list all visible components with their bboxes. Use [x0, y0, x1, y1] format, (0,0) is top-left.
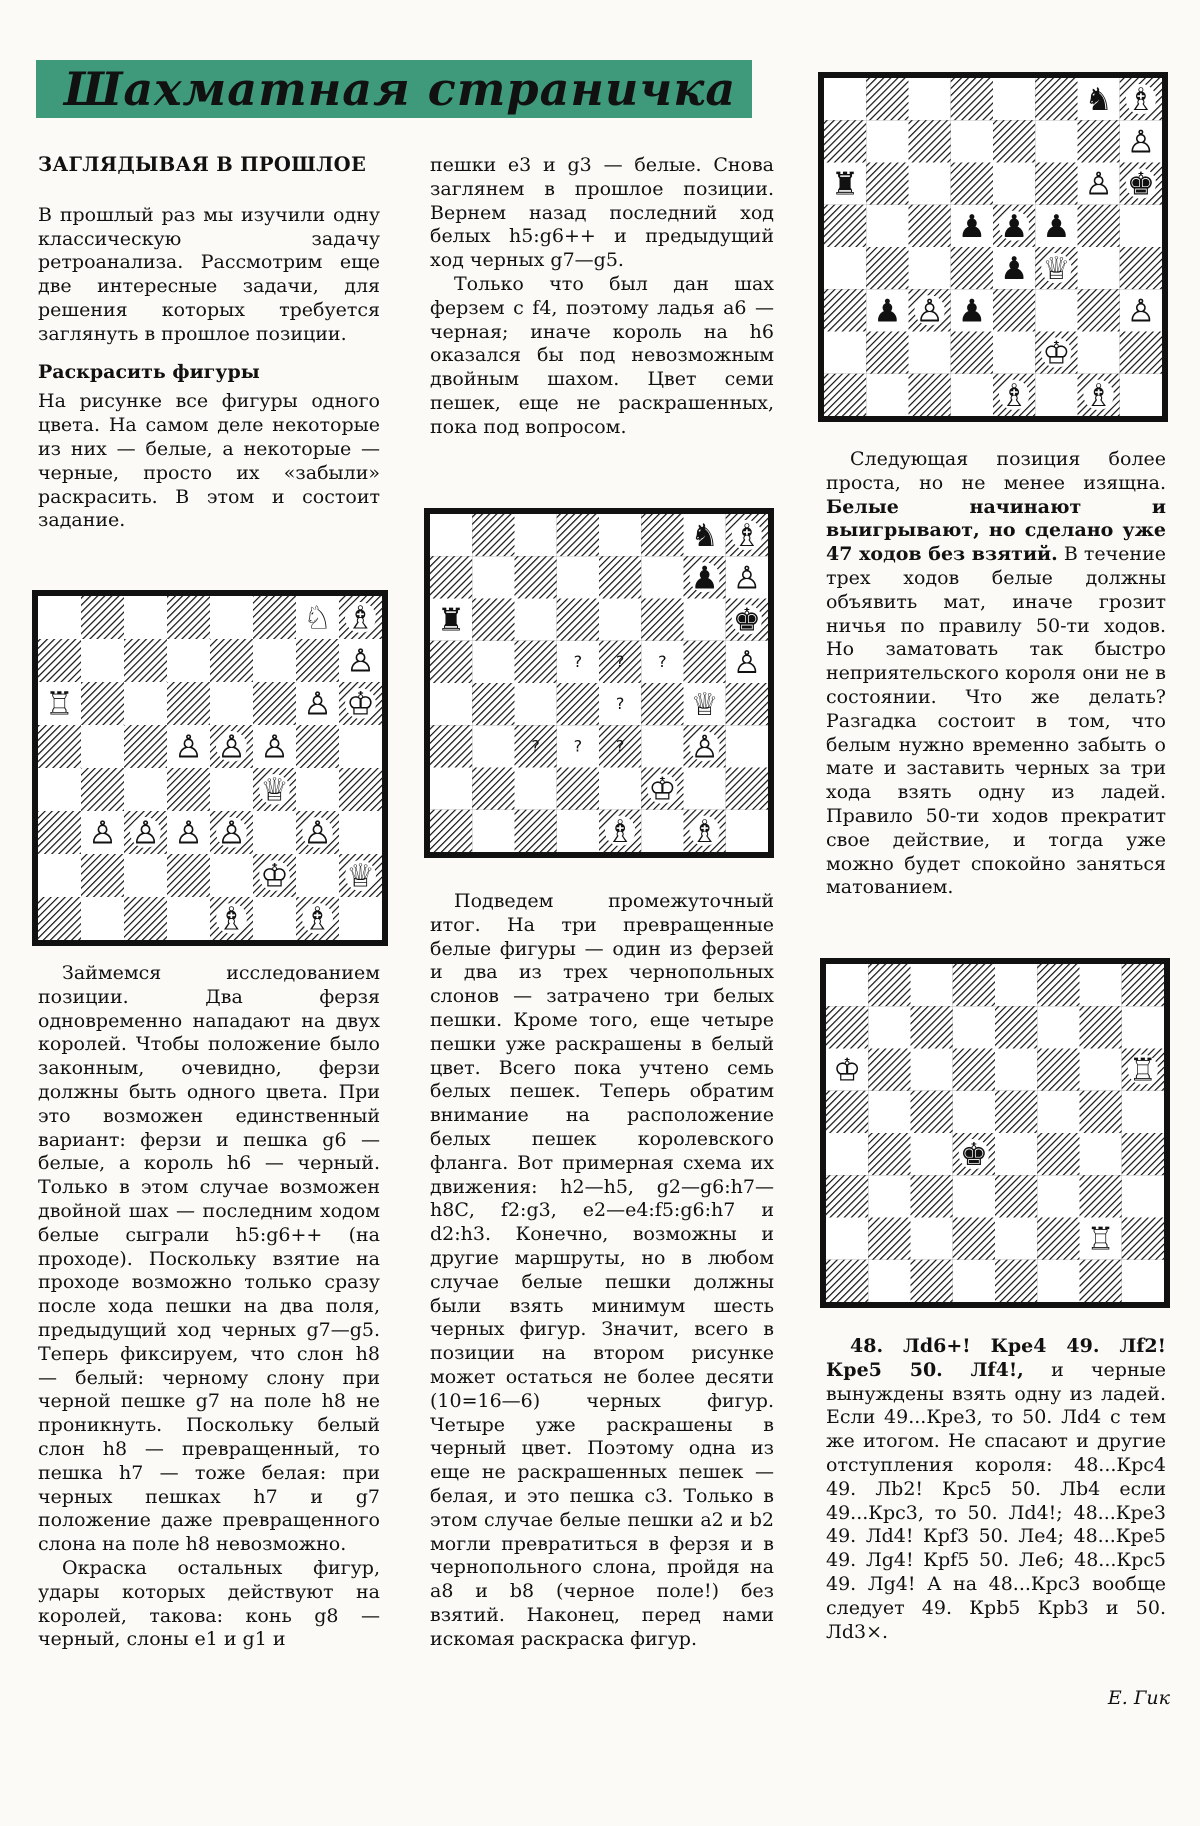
black-pawn-icon: ♟ [957, 208, 986, 245]
square-a1 [430, 810, 472, 852]
square-h2 [726, 768, 768, 810]
square-a4 [824, 247, 866, 289]
white-rook-icon: ♖ [1086, 1221, 1115, 1258]
white-rook-icon: ♖ [45, 684, 74, 723]
column-2-bottom [430, 890, 774, 1652]
square-b2 [472, 768, 514, 810]
column-2-top [430, 154, 774, 440]
board2-svg [424, 508, 774, 858]
square-b6 [81, 682, 124, 725]
square-d2 [557, 768, 599, 810]
square-h2 [1120, 332, 1162, 374]
square-h4 [1120, 247, 1162, 289]
square-c2 [909, 332, 951, 374]
white-bishop-icon: ♗ [732, 518, 761, 555]
unknown-piece-d5: ? [573, 651, 583, 671]
square-b5 [81, 725, 124, 768]
white-queen-icon: ♕ [1042, 251, 1071, 288]
square-a8 [824, 78, 866, 120]
square-c2 [515, 768, 557, 810]
author-signature: Е. Гик [1107, 1687, 1170, 1709]
white-bishop-icon: ♗ [346, 598, 375, 637]
square-a8 [826, 964, 868, 1006]
black-rook-icon: ♜ [831, 166, 860, 203]
square-d6 [951, 163, 993, 205]
square-c6 [124, 682, 167, 725]
chess-board-2 [424, 508, 774, 858]
square-f7 [253, 639, 296, 682]
square-f8 [1035, 78, 1077, 120]
white-queen-icon: ♕ [260, 770, 289, 809]
square-a3 [826, 1175, 868, 1217]
square-a3 [824, 289, 866, 331]
black-king-icon: ♚ [1126, 166, 1155, 203]
square-b1 [866, 374, 908, 416]
square-a5 [38, 725, 81, 768]
square-a4 [826, 1133, 868, 1175]
square-c8 [515, 514, 557, 556]
square-h3 [1122, 1175, 1164, 1217]
square-d1 [953, 1260, 995, 1302]
board1-svg [32, 590, 388, 946]
square-f7 [641, 556, 683, 598]
square-g5 [296, 725, 339, 768]
white-pawn-icon: ♙ [260, 727, 289, 766]
square-f8 [641, 514, 683, 556]
square-a2 [824, 332, 866, 374]
white-queen-icon: ♕ [346, 856, 375, 895]
black-pawn-icon: ♟ [873, 293, 902, 330]
square-e7 [599, 556, 641, 598]
square-h4 [1122, 1133, 1164, 1175]
square-h5 [1122, 1091, 1164, 1133]
square-e2 [995, 1218, 1037, 1260]
square-g2 [296, 854, 339, 897]
square-d7 [557, 556, 599, 598]
square-h1 [726, 810, 768, 852]
white-pawn-icon: ♙ [915, 293, 944, 330]
square-b2 [866, 332, 908, 374]
square-d7 [953, 1006, 995, 1048]
square-f6 [1035, 163, 1077, 205]
square-h7 [1122, 1006, 1164, 1048]
square-f5 [1037, 1091, 1079, 1133]
square-b3 [472, 725, 514, 767]
black-knight-icon: ♞ [1084, 82, 1113, 119]
white-king-icon: ♔ [346, 684, 375, 723]
square-c7 [911, 1006, 953, 1048]
square-f6 [253, 682, 296, 725]
square-d6 [167, 682, 210, 725]
square-a7 [824, 120, 866, 162]
square-g5 [1078, 205, 1120, 247]
square-e6 [599, 599, 641, 641]
white-bishop-icon: ♗ [1084, 377, 1113, 414]
square-b1 [472, 810, 514, 852]
square-g5 [684, 641, 726, 683]
intro-paragraph: В прошлый раз мы изучили одну классическую задачу ретроанализа. Рассмотрим еще две интересные задачи, для решения которых требуется заглянуть в прошлое позиции. [38, 203, 380, 345]
white-pawn-icon: ♙ [217, 727, 246, 766]
black-king-icon: ♚ [732, 602, 761, 639]
black-pawn-icon: ♟ [1042, 208, 1071, 245]
square-d4 [167, 768, 210, 811]
white-pawn-icon: ♙ [346, 641, 375, 680]
square-e7 [210, 639, 253, 682]
square-a2 [38, 854, 81, 897]
black-pawn-icon: ♟ [1000, 208, 1029, 245]
section-banner [36, 60, 752, 118]
square-e8 [599, 514, 641, 556]
square-b4 [866, 247, 908, 289]
square-e7 [993, 120, 1035, 162]
black-rook-icon: ♜ [437, 602, 466, 639]
square-b8 [472, 514, 514, 556]
chess-board-3 [818, 72, 1168, 422]
square-f2 [1037, 1218, 1079, 1260]
white-pawn-icon: ♙ [303, 684, 332, 723]
square-a5 [824, 205, 866, 247]
black-king-icon: ♚ [959, 1137, 988, 1174]
square-c2 [911, 1218, 953, 1260]
section-title: Раскрасить фигуры [38, 360, 260, 383]
white-pawn-icon: ♙ [217, 813, 246, 852]
square-b5 [866, 205, 908, 247]
square-b4 [81, 768, 124, 811]
column-3-bottom [826, 1335, 1166, 1644]
square-d8 [953, 964, 995, 1006]
square-e2 [599, 768, 641, 810]
square-d7 [167, 639, 210, 682]
white-king-icon: ♔ [260, 856, 289, 895]
square-h5 [1120, 205, 1162, 247]
square-c4 [515, 683, 557, 725]
square-f3 [641, 725, 683, 767]
square-a5 [826, 1091, 868, 1133]
square-e8 [995, 964, 1037, 1006]
board3-svg [818, 72, 1168, 422]
white-pawn-icon: ♙ [88, 813, 117, 852]
white-bishop-icon: ♗ [217, 899, 246, 938]
column-1-top [38, 153, 380, 533]
white-rook-icon: ♖ [1128, 1052, 1157, 1089]
rook-paragraph: Только что был дан шах ферзем с f4, поэтому ладья a6 — черная; иначе король на h6 оказался бы под невозможным двойным шахом. Цвет семи пешек, еще не раскрашенных, пока под вопросом. [430, 272, 774, 438]
black-pawn-icon: ♟ [690, 560, 719, 597]
white-pawn-icon: ♙ [1084, 166, 1113, 203]
square-g2 [1078, 332, 1120, 374]
white-bishop-icon: ♗ [1000, 377, 1029, 414]
square-b7 [866, 120, 908, 162]
square-c4 [909, 247, 951, 289]
white-queen-icon: ♕ [690, 687, 719, 724]
square-f8 [253, 596, 296, 639]
square-f3 [253, 811, 296, 854]
white-pawn-icon: ♙ [303, 813, 332, 852]
square-e7 [995, 1006, 1037, 1048]
chess-board-4 [820, 958, 1170, 1308]
banner-title: Шахматная страничка [64, 62, 737, 116]
square-g8 [1080, 964, 1122, 1006]
square-h2 [1122, 1218, 1164, 1260]
square-f6 [641, 599, 683, 641]
square-e2 [210, 854, 253, 897]
square-c6 [911, 1049, 953, 1091]
square-f1 [1035, 374, 1077, 416]
square-g3 [1080, 1175, 1122, 1217]
square-g7 [1078, 120, 1120, 162]
square-d5 [953, 1091, 995, 1133]
square-c1 [911, 1260, 953, 1302]
square-c7 [515, 556, 557, 598]
square-a5 [430, 641, 472, 683]
unknown-piece-e3: ? [615, 736, 625, 756]
black-knight-icon: ♞ [690, 518, 719, 555]
square-b8 [868, 964, 910, 1006]
square-b6 [472, 599, 514, 641]
white-pawn-icon: ♙ [174, 727, 203, 766]
square-g2 [684, 768, 726, 810]
white-knight-icon: ♘ [303, 598, 332, 637]
board4-svg [820, 958, 1170, 1308]
square-a4 [38, 768, 81, 811]
square-h5 [339, 725, 382, 768]
white-bishop-icon: ♗ [690, 813, 719, 850]
square-e5 [995, 1091, 1037, 1133]
article-heading: ЗАГЛЯДЫВАЯ В ПРОШЛОЕ [38, 153, 367, 176]
square-d2 [951, 332, 993, 374]
square-f7 [1035, 120, 1077, 162]
square-a1 [38, 897, 81, 940]
problem-statement: Белые начинают и выигрывают, но сделано уже 47 ходов без взятий. [826, 495, 1166, 566]
square-b2 [81, 854, 124, 897]
white-pawn-icon: ♙ [1126, 293, 1155, 330]
square-e6 [993, 163, 1035, 205]
square-h1 [1122, 1260, 1164, 1302]
square-a7 [430, 556, 472, 598]
square-c7 [909, 120, 951, 162]
unknown-piece-e5: ? [615, 651, 625, 671]
square-c8 [909, 78, 951, 120]
square-b4 [472, 683, 514, 725]
square-a7 [38, 639, 81, 682]
square-g3 [1078, 289, 1120, 331]
square-d6 [953, 1049, 995, 1091]
square-f4 [641, 683, 683, 725]
square-c5 [909, 205, 951, 247]
square-d3 [953, 1175, 995, 1217]
square-c8 [911, 964, 953, 1006]
analysis-paragraph: Займемся исследованием позиции. Два ферзя одновременно нападают на двух королей. Чтобы положение было законным, очевидно, ферзи должны быть одного цвета. При это возможен единственный вариант: ферзи и пешка g6 — белые, а король h6 — черный. Только в этом случае возможен двойной шах — последним ходом белые сыграли h5:g6++ (на проходе). Поскольку взятие на проходе возможно только сразу после хода пешки на два поля, предыдущий ход черных g7—g5. Теперь фиксируем, что слон h8 — белый: черному слону при черной пешке g7 на поле h8 не проникнуть. Поскольку белый слон h8 — превращенный, то пешка h7 — тоже белая: при черных пешках h7 и g7 положение даже превращенного слона на поле h8 невозможно. [38, 962, 380, 1556]
column-3-top [826, 448, 1166, 900]
square-f1 [641, 810, 683, 852]
square-b1 [81, 897, 124, 940]
square-g7 [1080, 1006, 1122, 1048]
square-d2 [953, 1218, 995, 1260]
square-f1 [253, 897, 296, 940]
white-king-icon: ♔ [833, 1052, 862, 1089]
black-pawn-icon: ♟ [957, 293, 986, 330]
white-bishop-icon: ♗ [1126, 82, 1155, 119]
square-b5 [472, 641, 514, 683]
square-g5 [1080, 1091, 1122, 1133]
square-d1 [951, 374, 993, 416]
square-b8 [866, 78, 908, 120]
square-f6 [1037, 1049, 1079, 1091]
square-c6 [909, 163, 951, 205]
square-d1 [557, 810, 599, 852]
square-d4 [951, 247, 993, 289]
white-pawn-icon: ♙ [1126, 124, 1155, 161]
solution-moves: 48. Лd6+! Кpe4 49. Лf2! Кpe5 50. Лf4!, [826, 1335, 1166, 1381]
white-pawn-icon: ♙ [690, 729, 719, 766]
square-g6 [684, 599, 726, 641]
square-b8 [81, 596, 124, 639]
square-a1 [824, 374, 866, 416]
square-b4 [868, 1133, 910, 1175]
square-c1 [515, 810, 557, 852]
square-c4 [124, 768, 167, 811]
square-a3 [38, 811, 81, 854]
summary-paragraph: Подведем промежуточный итог. На три превращенные белые фигуры — один из ферзей и два из трех чернопольных слонов — затрачено три белых пешки. Кроме того, еще четыре пешки уже раскрашены в белый цвет. Всего пока учтено семь белых пешек. Теперь обратим внимание на расположение белых пешек королевского фланга. Вот примерная схема их движения: h2—h5, g2—g6:h7—h8С, f2:g3, e2—e4:f5:g6:h7 и d2:h3. Конечно, возможны и другие маршруты, но в любом случае белые пешки должны были взять минимум шесть черных фигур. Значит, всего в позиции на втором рисунке может остаться не более десяти (10=16—6) черных фигур. Четыре уже раскрашены в черный цвет. Поэтому одна из еще не раскрашенных пешек — белая, и это пешка c3. Только в этом случае белые пешки a2 и b2 могли превратиться в ферзя и в чернопольного слона, пройдя на a8 и b8 (черное поле!) без взятий. Наконец, перед нами искомая раскраска фигур. [430, 890, 774, 1650]
square-g1 [1080, 1260, 1122, 1302]
white-pawn-icon: ♙ [732, 560, 761, 597]
square-e8 [993, 78, 1035, 120]
square-a2 [826, 1218, 868, 1260]
square-d6 [557, 599, 599, 641]
square-c5 [911, 1091, 953, 1133]
square-e3 [993, 289, 1035, 331]
square-c5 [124, 725, 167, 768]
square-b7 [81, 639, 124, 682]
square-g4 [1080, 1133, 1122, 1175]
square-c2 [124, 854, 167, 897]
square-a3 [430, 725, 472, 767]
square-d7 [951, 120, 993, 162]
unknown-piece-c3: ? [531, 736, 540, 756]
square-b5 [868, 1091, 910, 1133]
column-1-bottom [38, 962, 380, 1652]
square-c7 [124, 639, 167, 682]
black-pawn-icon: ♟ [1000, 251, 1029, 288]
continuation-paragraph: пешки e3 и g3 — белые. Снова заглянем в прошлое позиции. Вернем назад последний ход белых h5:g6++ и предыдущий ход черных g7—g5. [430, 154, 774, 272]
unknown-piece-f5: ? [658, 651, 667, 671]
white-bishop-icon: ♗ [303, 899, 332, 938]
unknown-piece-d3: ? [573, 736, 583, 756]
square-g6 [1080, 1049, 1122, 1091]
square-e6 [995, 1049, 1037, 1091]
square-f1 [1037, 1260, 1079, 1302]
square-e4 [995, 1133, 1037, 1175]
square-a4 [430, 683, 472, 725]
square-b3 [868, 1175, 910, 1217]
analysis-paragraph-2: Окраска остальных фигур, удары которых действуют на королей, такова: конь g8 — черный, слоны e1 и g1 и [38, 1556, 380, 1651]
white-bishop-icon: ♗ [606, 813, 635, 850]
square-e6 [210, 682, 253, 725]
square-d8 [951, 78, 993, 120]
square-a7 [826, 1006, 868, 1048]
second-problem-paragraph: Следующая позиция более проста, но не менее изящна. Белые начинают и выигрывают, но сделано уже 47 ходов без взятий. В течение трех ходов белые должны объявить мат, иначе грозит ничья по правилу 50-ти ходов. Но заматовать так быстро неприятельского короля они не в состоянии. Что же делать? Разгадка состоит в том, что белым нужно временно забыть о мате и заставить черных за три хода взять одну из ладей. Правило 50-ти ходов прекратит свое действие, и тогда уже можно будет спокойно заняться матованием. [826, 448, 1166, 899]
square-f3 [1037, 1175, 1079, 1217]
white-pawn-icon: ♙ [174, 813, 203, 852]
square-c1 [124, 897, 167, 940]
white-king-icon: ♔ [648, 771, 677, 808]
square-h1 [339, 897, 382, 940]
solution-paragraph: 48. Лd6+! Кpe4 49. Лf2! Кpe5 50. Лf4!, и черные вынуждены взять одну из ладей. Если 49...Кpe3, то 50. Лd4 с тем же итогом. Не спасают и другие отступления короля: 48...Кpc4 49. Лb2! Кpc5 50. Лb4 если 49...Кpc3, то 50. Лd4!; 48...Кpe3 49. Лd4! Кpf3 50. Лe4; 48...Кpe5 49. Лg4! Кpf5 50. Лe6; 48...Кpc5 49. Лg4! А на 48...Кpc3 вообще следует 49. Кpb5 Кpb3 и 50. Лd3×. [826, 1335, 1166, 1643]
square-b6 [866, 163, 908, 205]
square-d8 [557, 514, 599, 556]
square-d4 [557, 683, 599, 725]
square-h1 [1120, 374, 1162, 416]
square-c8 [124, 596, 167, 639]
square-d1 [167, 897, 210, 940]
chess-board-1 [32, 590, 388, 946]
square-c4 [911, 1133, 953, 1175]
square-h4 [726, 683, 768, 725]
square-e1 [995, 1260, 1037, 1302]
square-a8 [38, 596, 81, 639]
square-h8 [1122, 964, 1164, 1006]
square-a1 [826, 1260, 868, 1302]
square-c1 [909, 374, 951, 416]
square-g7 [296, 639, 339, 682]
square-e8 [210, 596, 253, 639]
square-f3 [1035, 289, 1077, 331]
square-a2 [430, 768, 472, 810]
square-e3 [995, 1175, 1037, 1217]
square-c6 [515, 599, 557, 641]
square-b7 [868, 1006, 910, 1048]
square-f7 [1037, 1006, 1079, 1048]
square-h4 [339, 768, 382, 811]
square-g4 [1078, 247, 1120, 289]
square-b7 [472, 556, 514, 598]
square-a8 [430, 514, 472, 556]
square-g4 [296, 768, 339, 811]
square-c5 [515, 641, 557, 683]
square-d8 [167, 596, 210, 639]
task-paragraph: На рисунке все фигуры одного цвета. На самом деле некоторые из них — белые, а некоторые — черные, просто их «забыли» раскрасить. В этом и состоит задание. [38, 390, 380, 532]
square-f4 [1037, 1133, 1079, 1175]
white-king-icon: ♔ [1042, 335, 1071, 372]
square-b1 [868, 1260, 910, 1302]
square-e2 [993, 332, 1035, 374]
white-pawn-icon: ♙ [732, 644, 761, 681]
square-b2 [868, 1218, 910, 1260]
square-h3 [339, 811, 382, 854]
square-e4 [210, 768, 253, 811]
white-pawn-icon: ♙ [131, 813, 160, 852]
square-b6 [868, 1049, 910, 1091]
square-h3 [726, 725, 768, 767]
unknown-piece-e4: ? [615, 694, 625, 714]
square-f8 [1037, 964, 1079, 1006]
square-d2 [167, 854, 210, 897]
square-c3 [911, 1175, 953, 1217]
